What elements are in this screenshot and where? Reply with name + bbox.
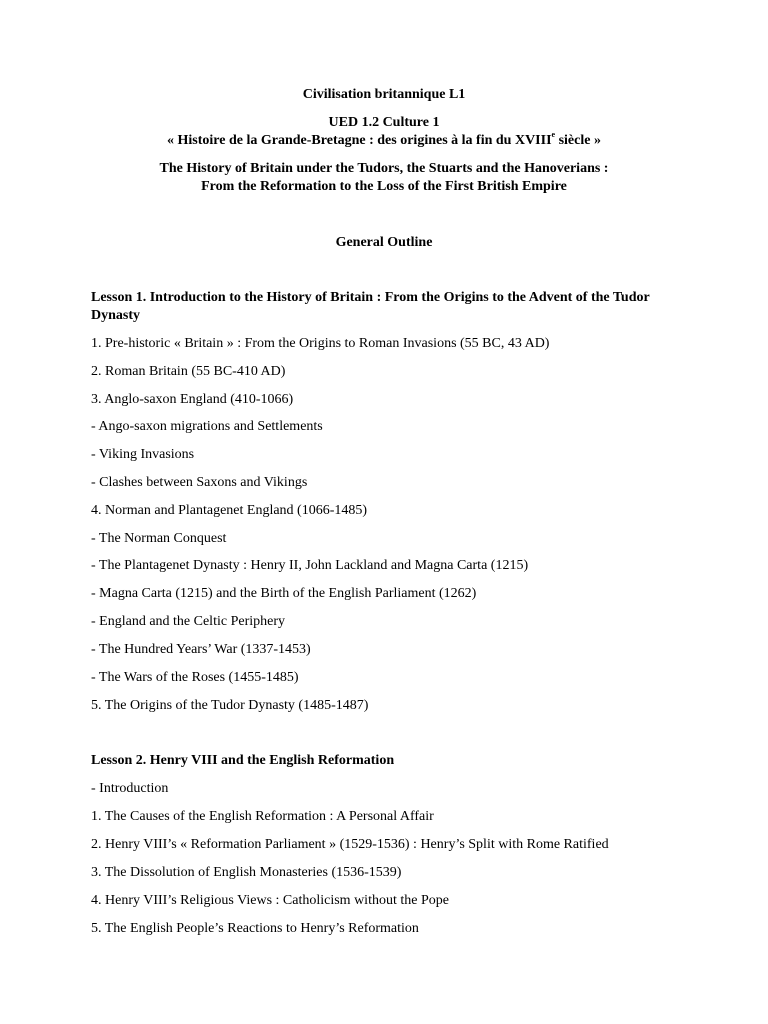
lesson2-item: 1. The Causes of the English Reformation : A Personal Affair [91,809,434,824]
lesson1-item: 2. Roman Britain (55 BC-410 AD) [91,364,286,379]
lesson1-item: - The Norman Conquest [91,531,227,546]
lesson1-item: 3. Anglo-saxon England (410-1066) [91,392,294,407]
french-course-title-part1: « Histoire de la Grande-Bretagne : des origines à la fin du XVIII [167,133,552,148]
lesson1-item: - The Plantagenet Dynasty : Henry II, John Lackland and Magna Carta (1215) [91,558,529,573]
lesson1-item: - Ango-saxon migrations and Settlements [91,419,323,434]
english-course-title-line1: The History of Britain under the Tudors, the Stuarts and the Hanoverians : [159,161,609,176]
english-course-title-line2: From the Reformation to the Loss of the First British Empire [201,179,567,194]
lesson1-item: 4. Norman and Plantagenet England (1066-1485) [91,503,368,518]
lesson1-item: 1. Pre-historic « Britain » : From the Origins to Roman Invasions (55 BC, 43 AD) [91,336,550,351]
lesson1-item: - England and the Celtic Periphery [91,614,285,629]
unit-title: UED 1.2 Culture 1 [328,115,440,130]
french-course-title-part2: siècle » [555,133,601,148]
lesson1-item: - Magna Carta (1215) and the Birth of the English Parliament (1262) [91,586,477,601]
french-course-title [0,132,768,150]
course-title: Civilisation britannique L1 [302,87,466,102]
lesson2-item: - Introduction [91,781,169,796]
lesson2-item: 4. Henry VIII’s Religious Views : Catholicism without the Pope [91,893,449,908]
lesson2-item: 2. Henry VIII’s « Reformation Parliament » (1529-1536) : Henry’s Split with Rome Ratified [91,837,609,852]
lesson1-item: 5. The Origins of the Tudor Dynasty (1485-1487) [91,698,369,713]
lesson1-item: - The Hundred Years’ War (1337-1453) [91,642,311,657]
lesson1-heading: Lesson 1. Introduction to the History of Britain : From the Origins to the Advent of the Tudor Dynasty [91,290,650,323]
lesson1-item: - Viking Invasions [91,447,195,462]
lesson2-item: 5. The English People’s Reactions to Henry’s Reformation [91,921,419,936]
lesson2-item: 3. The Dissolution of English Monasteries (1536-1539) [91,865,402,880]
outline-heading: General Outline [335,235,433,250]
lesson1-item: - Clashes between Saxons and Vikings [91,475,308,490]
lesson2-heading: Lesson 2. Henry VIII and the English Reformation [91,753,395,768]
century-superscript: e [551,130,556,139]
lesson1-item: - The Wars of the Roses (1455-1485) [91,670,299,685]
